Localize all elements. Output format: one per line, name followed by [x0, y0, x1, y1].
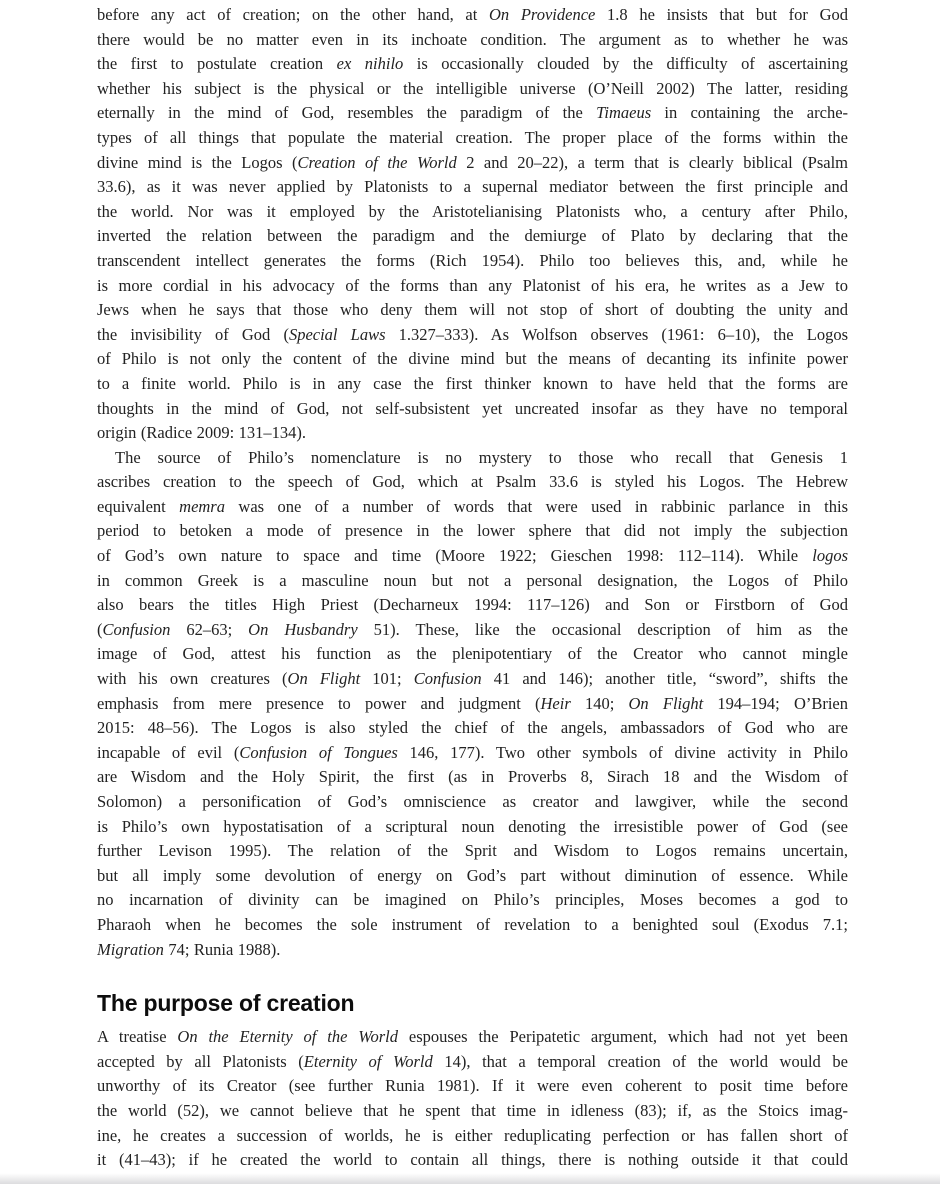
body-text: 33.6), as it was never applied by Platonists to a supernal mediator between the first principle and — [97, 177, 848, 197]
body-text: Pharaoh when he becomes the sole instrument of revelation to a benighted soul (Exodus 7.1; — [97, 914, 848, 934]
body-text: is more cordial in his advocacy of the forms than any Platonist of his era, he writes as a Jew to — [97, 275, 848, 295]
body-text: accepted by all Platonists ( — [97, 1051, 304, 1071]
italic-text: Migration — [97, 939, 164, 959]
text-line — [97, 101, 848, 126]
body-text: to a finite world. Philo is in any case the first thinker known to have held that the forms are — [97, 373, 848, 393]
body-text: types of all things that populate the material creation. The proper place of the forms within the — [97, 127, 848, 147]
page-bottom-edge — [0, 1173, 940, 1184]
body-text: 2015: 48–56). The Logos is also styled the chief of the angels, ambassadors of God who are — [97, 718, 848, 738]
paragraph — [97, 1025, 848, 1173]
text-line — [97, 470, 848, 495]
text-line — [97, 544, 848, 569]
text-line — [97, 347, 848, 372]
body-text: are Wisdom and the Holy Spirit, the first (as in Proverbs 8, Sirach 18 and the Wisdom of — [97, 767, 848, 787]
italic-text: On Flight — [287, 669, 361, 689]
text-line — [97, 1025, 848, 1050]
italic-text: ex nihilo — [336, 54, 404, 74]
text-line — [97, 1099, 848, 1124]
body-text: 14), that a temporal creation of the world would be — [432, 1051, 848, 1071]
body-text: Jews when he says that those who deny them will not stop of short of doubting the unity and — [97, 300, 848, 320]
body-text: the invisibility of God ( — [97, 324, 289, 344]
italic-text: Confusion — [102, 619, 171, 639]
body-text: The source of Philo’s nomenclature is no mystery to those who recall that Genesis 1 — [115, 447, 848, 467]
text-line — [97, 1050, 848, 1075]
body-text: no incarnation of divinity can be imagined on Philo’s principles, Moses becomes a god to — [97, 890, 848, 910]
body-text: 1.8 he insists that but for God — [595, 5, 848, 24]
italic-text: Heir — [540, 693, 571, 713]
text-line — [97, 642, 848, 667]
italic-text: logos — [812, 546, 848, 566]
text-line — [97, 1148, 848, 1173]
body-text: espouses the Peripatetic argument, which had not yet been — [398, 1027, 848, 1047]
text-line — [97, 3, 848, 28]
body-text: whether his subject is the physical or the intelligible universe (O’Neill 2002) The latter, residing — [97, 78, 848, 98]
body-text: unworthy of its Creator (see further Runia 1981). If it were even coherent to posit time before — [97, 1076, 848, 1096]
body-text: of Philo is not only the content of the divine mind but the means of decanting its infinite power — [97, 349, 848, 369]
italic-text: memra — [179, 496, 225, 516]
text-line — [97, 519, 848, 544]
italic-text: Confusion — [413, 669, 482, 689]
body-text: in common Greek is a masculine noun but not a personal designation, the Logos of Philo — [97, 570, 848, 590]
text-line — [97, 224, 848, 249]
body-text: there would be no matter even in its inchoate condition. The argument as to whether he was — [97, 29, 848, 49]
body-text: 101; — [360, 669, 414, 689]
body-text: divine mind is the Logos ( — [97, 152, 298, 172]
body-text: it (41–43); if he created the world to contain all things, there is nothing outside it that could — [97, 1150, 848, 1170]
body-text: image of God, attest his function as the plenipotentiary of the Creator who cannot mingle — [97, 644, 848, 664]
text-line — [97, 446, 848, 471]
text-line — [97, 151, 848, 176]
text-line — [97, 77, 848, 102]
body-text: emphasis from mere presence to power and judgment ( — [97, 693, 541, 713]
italic-text: Special Laws — [288, 324, 386, 344]
text-line — [97, 1074, 848, 1099]
italic-text: On Flight — [628, 693, 704, 713]
body-text: period to betoken a mode of presence in the lower sphere that did not imply the subjection — [97, 521, 848, 541]
body-text: but all imply some devolution of energy on God’s part without diminution of essence. While — [97, 865, 848, 885]
italic-text: On Providence — [489, 5, 596, 24]
body-text: eternally in the mind of God, resembles the paradigm of the — [97, 103, 597, 123]
text-line — [97, 372, 848, 397]
body-text: the world (52), we cannot believe that he spent that time in idleness (83); if, as the Stoics imag- — [97, 1100, 848, 1120]
text-line — [97, 397, 848, 422]
text-line — [97, 593, 848, 618]
text-line — [97, 741, 848, 766]
body-text: 2 and 20–22), a term that is clearly biblical (Psalm — [456, 152, 848, 172]
section-heading: The purpose of creation — [97, 990, 355, 1017]
text-line — [97, 52, 848, 77]
body-text: also bears the titles High Priest (Decharneux 1994: 117–126) and Son or Firstborn of God — [97, 595, 848, 615]
body-text: 146, 177). Two other symbols of divine activity in Philo — [397, 742, 848, 762]
body-text: is Philo’s own hypostatisation of a scriptural noun denoting the irresistible power of God (see — [97, 816, 848, 836]
body-text: 41 and 146); another title, “sword”, shifts the — [481, 669, 848, 689]
body-text: with his own creatures ( — [97, 669, 288, 689]
body-text: 1.327–333). As Wolfson observes (1961: 6–10), the Logos — [385, 324, 848, 344]
body-text: is occasionally clouded by the difficulty of ascertaining — [403, 54, 848, 74]
text-line — [97, 618, 848, 643]
body-text: A treatise — [97, 1027, 178, 1047]
text-line — [97, 716, 848, 741]
paragraph — [97, 3, 848, 446]
text-line — [97, 175, 848, 200]
text-line — [97, 815, 848, 840]
body-text: 51). These, like the occasional description of him as the — [357, 619, 848, 639]
body-text: 74; Runia 1988). — [163, 939, 281, 959]
italic-text: Confusion of Tongues — [239, 742, 398, 762]
body-text: further Levison 1995). The relation of the Sprit and Wisdom to Logos remains uncertain, — [97, 841, 848, 861]
text-line — [97, 200, 848, 225]
body-text: thoughts in the mind of God, not self-subsistent yet uncreated insofar as they have no temporal — [97, 398, 848, 418]
body-text: 62–63; — [170, 619, 249, 639]
body-text: in containing the arche- — [651, 103, 848, 123]
body-text: the world. Nor was it employed by the Aristotelianising Platonists who, a century after Philo, — [97, 201, 848, 221]
text-line — [97, 667, 848, 692]
text-line — [97, 249, 848, 274]
text-line — [97, 765, 848, 790]
body-text: ( — [97, 619, 103, 639]
body-text: incapable of evil ( — [97, 742, 240, 762]
body-text: equivalent — [97, 496, 180, 516]
body-text: 140; — [570, 693, 629, 713]
body-text: the first to postulate creation — [97, 54, 337, 74]
text-line — [97, 126, 848, 151]
text-line — [97, 274, 848, 299]
italic-text: Timaeus — [596, 103, 652, 123]
text-line — [97, 938, 848, 963]
body-text: ascribes creation to the speech of God, which at Psalm 33.6 is styled his Logos. The Hebrew — [97, 472, 848, 492]
text-block — [97, 3, 848, 1173]
text-line — [97, 298, 848, 323]
text-line — [97, 839, 848, 864]
body-text: transcendent intellect generates the forms (Rich 1954). Philo too believes this, and, while he — [97, 250, 848, 270]
italic-text: Eternity of World — [303, 1051, 433, 1071]
body-text: before any act of creation; on the other hand, at — [97, 5, 490, 24]
text-line — [97, 569, 848, 594]
body-text: origin (Radice 2009: 131–134). — [97, 423, 307, 443]
body-text: 194–194; O’Brien — [703, 693, 848, 713]
italic-text: On Husbandry — [248, 619, 358, 639]
text-line — [97, 421, 848, 446]
body-text: was one of a number of words that were used in rabbinic parlance in this — [224, 496, 848, 516]
text-line — [97, 790, 848, 815]
text-line — [97, 28, 848, 53]
text-line — [97, 913, 848, 938]
text-line — [97, 1124, 848, 1149]
paragraph — [97, 446, 848, 962]
text-line — [97, 323, 848, 348]
text-line — [97, 888, 848, 913]
text-line — [97, 864, 848, 889]
body-text: Solomon) a personification of God’s omniscience as creator and lawgiver, while the second — [97, 792, 848, 811]
body-text: inverted the relation between the paradigm and the demiurge of Plato by declaring that the — [97, 226, 848, 246]
body-text: of God’s own nature to space and time (Moore 1922; Gieschen 1998: 112–114). While — [97, 546, 813, 566]
italic-text: Creation of the World — [297, 152, 457, 172]
italic-text: On the Eternity of the World — [177, 1027, 399, 1047]
text-line — [97, 692, 848, 717]
body-text: ine, he creates a succession of worlds, he is either reduplicating perfection or has fallen short of — [97, 1125, 848, 1145]
text-line — [97, 495, 848, 520]
